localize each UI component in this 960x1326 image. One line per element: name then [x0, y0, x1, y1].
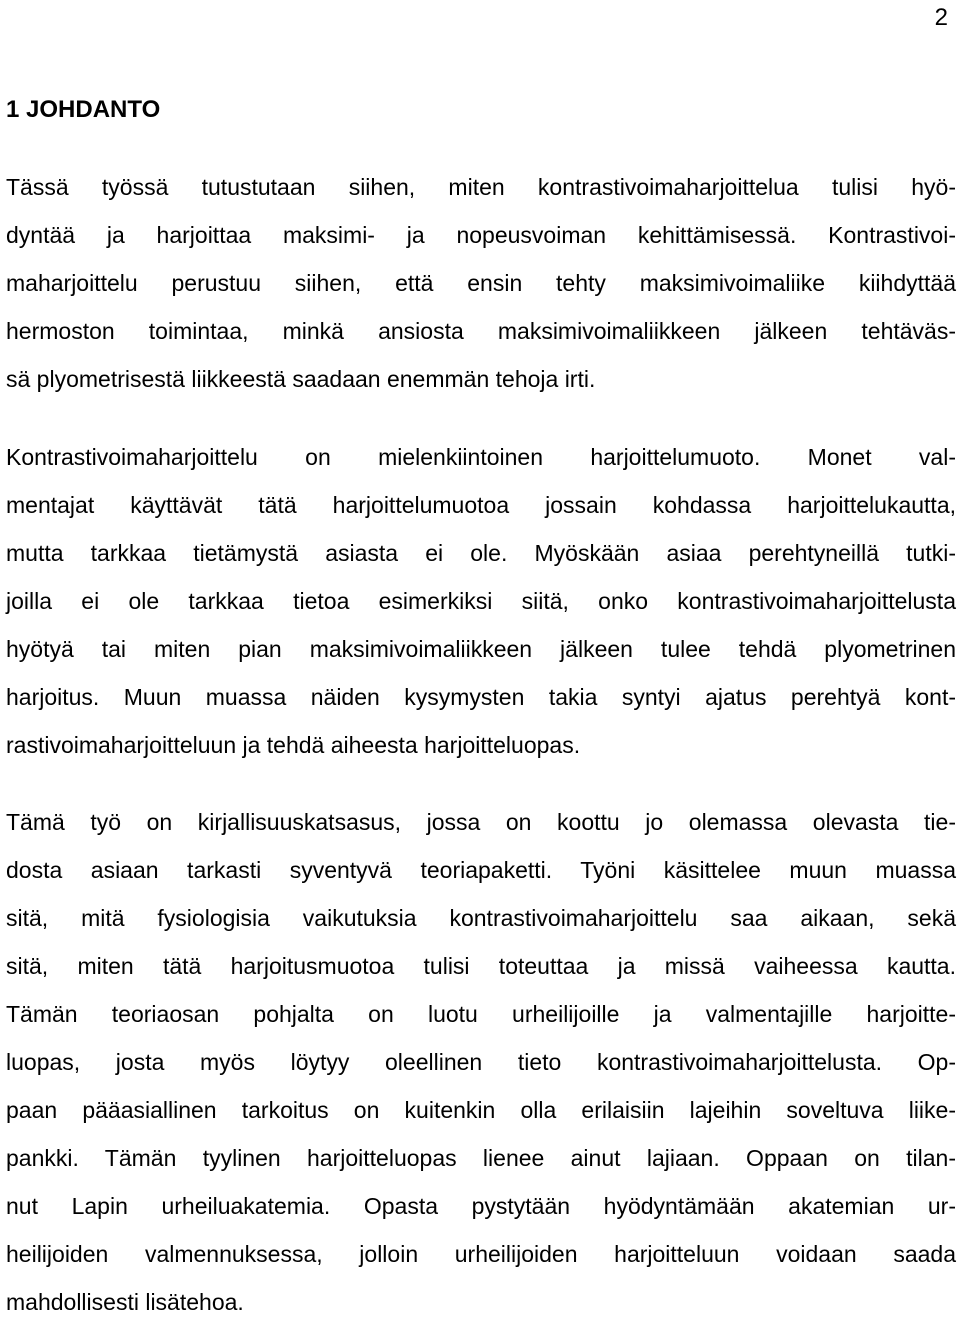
- text-line: joilla ei ole tarkkaa tietoa esimerkiksi siitä, onko kontrastivoimaharjoittelusta: [6, 588, 956, 614]
- section-heading: 1 JOHDANTO: [6, 96, 161, 123]
- text-line: Kontrastivoimaharjoittelu on mielenkiintoinen harjoittelumuoto. Monet val-: [6, 444, 956, 470]
- paragraph-intro: [6, 163, 956, 403]
- text-line: maharjoittelu perustuu siihen, että ensin tehty maksimivoimaliike kiihdyttää: [6, 270, 956, 296]
- text-line: harjoitus. Muun muassa näiden kysymysten takia syntyi ajatus perehtyä kont-: [6, 684, 956, 710]
- text-line: mutta tarkkaa tietämystä asiasta ei ole. Myöskään asiaa perehtyneillä tutki-: [6, 540, 956, 566]
- text-line: sitä, mitä fysiologisia vaikutuksia kontrastivoimaharjoittelu saa aikaan, sekä: [6, 905, 956, 931]
- page-number: 2: [934, 4, 948, 31]
- text-line: sitä, miten tätä harjoitusmuotoa tulisi toteuttaa ja missä vaiheessa kautta.: [6, 953, 956, 979]
- text-line: hermoston toimintaa, minkä ansiosta maksimivoimaliikkeen jälkeen tehtäväs-: [6, 318, 956, 344]
- text-line: mentajat käyttävät tätä harjoittelumuotoa jossain kohdassa harjoittelukautta,: [6, 492, 956, 518]
- text-line: Tässä työssä tutustutaan siihen, miten kontrastivoimaharjoittelua tulisi hyö-: [6, 174, 956, 200]
- text-line: paan pääasiallinen tarkoitus on kuitenkin olla erilaisiin lajeihin soveltuva liike-: [6, 1097, 956, 1123]
- text-line: hyötyä tai miten pian maksimivoimaliikkeen jälkeen tulee tehdä plyometrinen: [6, 636, 956, 662]
- text-line: nut Lapin urheiluakatemia. Opasta pystytään hyödyntämään akatemian ur-: [6, 1193, 956, 1219]
- text-line: rastivoimaharjoitteluun ja tehdä aiheesta harjoitteluopas.: [6, 732, 581, 758]
- text-line: sä plyometrisestä liikkeestä saadaan enemmän tehoja irti.: [6, 366, 596, 392]
- paragraph-scope: [6, 798, 956, 1326]
- text-line: dosta asiaan tarkasti syventyvä teoriapaketti. Työni käsittelee muun muassa: [6, 857, 956, 883]
- text-line: luopas, josta myös löytyy oleellinen tieto kontrastivoimaharjoittelusta. Op-: [6, 1049, 956, 1075]
- paragraph-motivation: [6, 433, 956, 769]
- text-line: Tämä työ on kirjallisuuskatsasus, jossa on koottu jo olemassa olevasta tie-: [6, 809, 956, 835]
- text-line: dyntää ja harjoittaa maksimi- ja nopeusvoiman kehittämisessä. Kontrastivoi-: [6, 222, 956, 248]
- text-line: pankki. Tämän tyylinen harjoitteluopas lienee ainut lajiaan. Oppaan on tilan-: [6, 1145, 956, 1171]
- text-line: mahdollisesti lisätehoa.: [6, 1289, 244, 1315]
- text-line: Tämän teoriaosan pohjalta on luotu urheilijoille ja valmentajille harjoitte-: [6, 1001, 956, 1027]
- text-line: heilijoiden valmennuksessa, jolloin urheilijoiden harjoitteluun voidaan saada: [6, 1241, 956, 1267]
